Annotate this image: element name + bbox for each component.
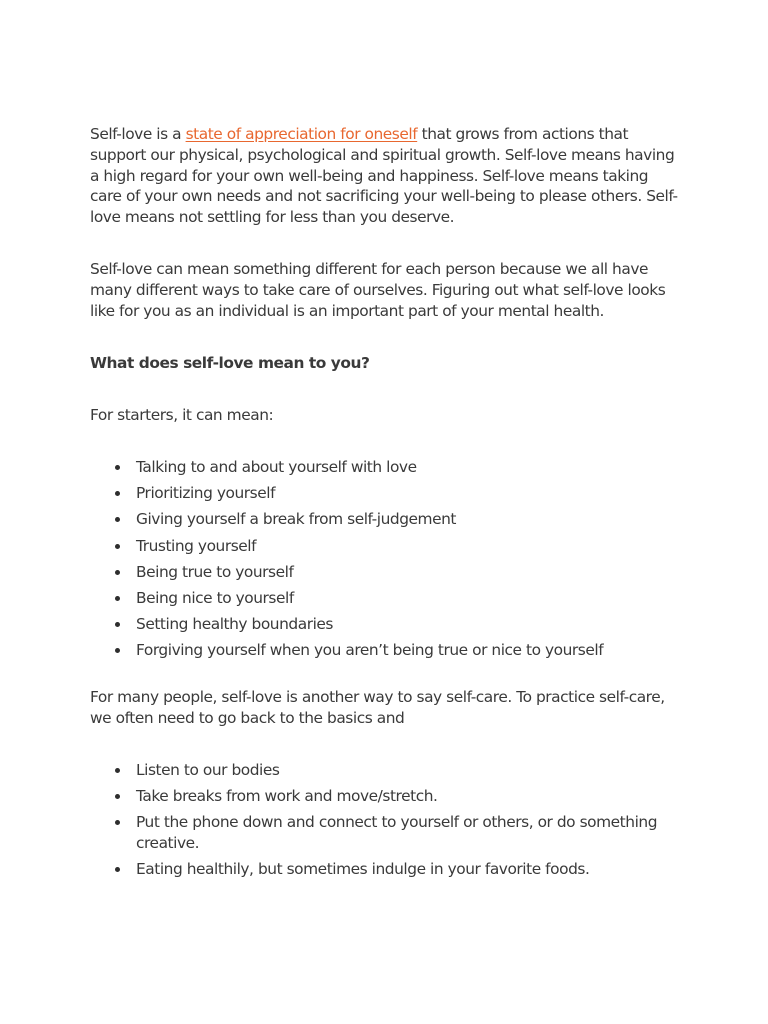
list-item: Giving yourself a break from self-judgement: [90, 509, 678, 530]
list-item: Listen to our bodies: [90, 760, 678, 781]
list-item: Put the phone down and connect to yourself or others, or do something creative.: [90, 812, 678, 854]
section-heading: What does self-love mean to you?: [90, 354, 370, 373]
list-item: Forgiving yourself when you aren’t being true or nice to yourself: [90, 640, 678, 661]
intro-paragraph: [90, 124, 678, 228]
list-item: Talking to and about yourself with love: [90, 457, 678, 478]
appreciation-link[interactable]: state of appreciation for oneself: [185, 125, 418, 143]
list-item: Setting healthy boundaries: [90, 614, 678, 635]
list-item: Eating healthily, but sometimes indulge in your favorite foods.: [90, 859, 678, 880]
list-item: Prioritizing yourself: [90, 483, 678, 504]
intro-rest-text: that grows from actions that support our physical, psychological and spiritual growth. Self-love means having a high regard for your own well-being and happiness. Self-love means taking care of your own needs and not sacrificing your well-being to please others. Self-love means not settling for less than you deserve.: [90, 125, 678, 227]
list-item: Being nice to yourself: [90, 588, 678, 609]
self-love-list: [90, 457, 678, 661]
self-care-paragraph: For many people, self-love is another way to say self-care. To practice self-care, we often need to go back to the basics and: [90, 688, 665, 727]
self-care-list: [90, 760, 678, 880]
list-item: Trusting yourself: [90, 536, 678, 557]
list-item: Take breaks from work and move/stretch.: [90, 786, 678, 807]
list-item: Being true to yourself: [90, 562, 678, 583]
starters-text: For starters, it can mean:: [90, 406, 274, 425]
document-page: [90, 124, 678, 885]
intro-lead-text: Self-love is a: [90, 125, 186, 143]
meaning-paragraph: Self-love can mean something different for each person because we all have many different ways to take care of ourselves. Figuring out what self-love looks like for you as an individual is an important part of your mental health.: [90, 259, 666, 320]
